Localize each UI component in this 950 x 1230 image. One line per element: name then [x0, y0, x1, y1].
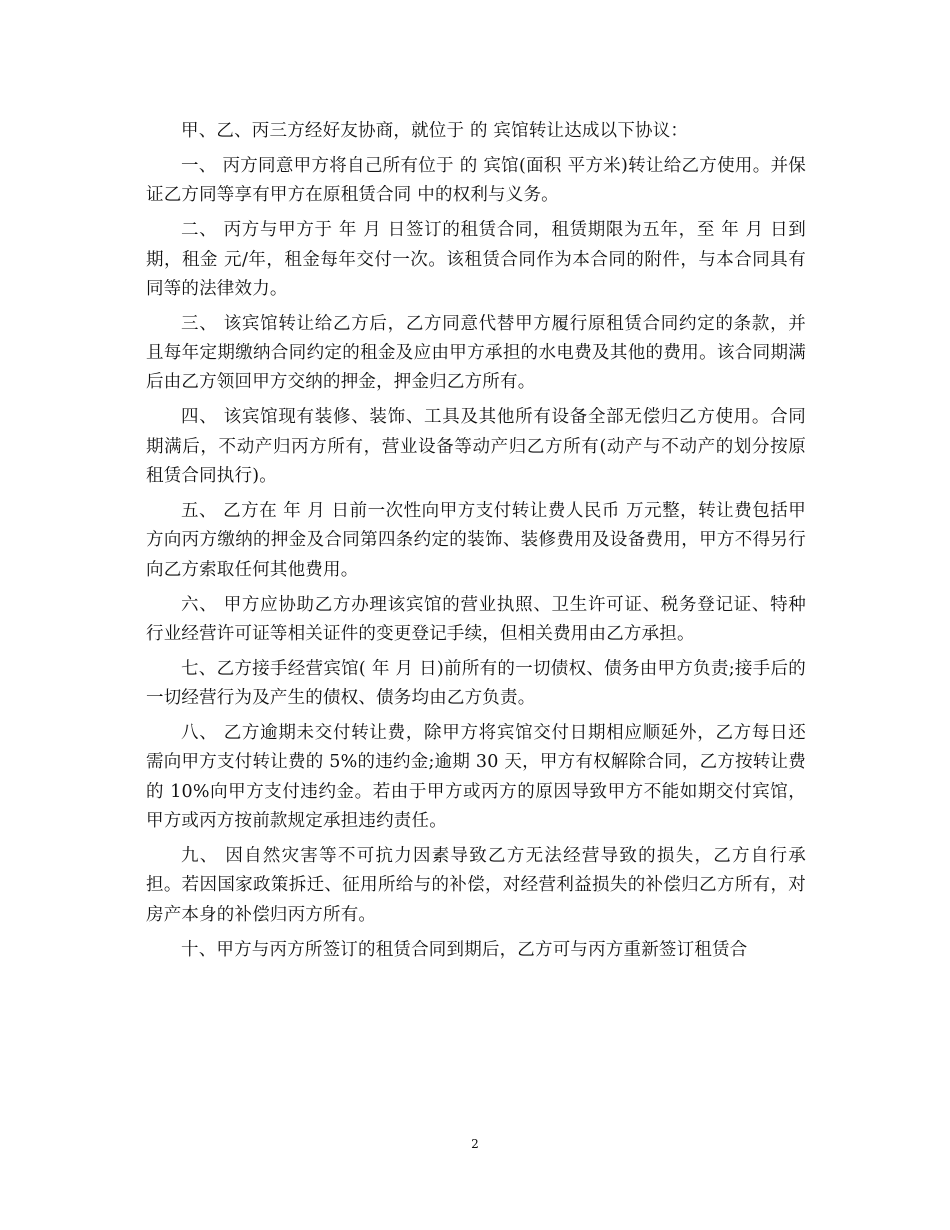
paragraph-clause-7: 七、乙方接手经营宾馆( 年 月 日)前所有的一切债权、债务由甲方负责;接手后的一切经营行为及产生的债权、债务均由乙方负责。	[146, 658, 806, 709]
document-body	[146, 117, 806, 965]
paragraph-clause-3: 三、 该宾馆转让给乙方后，乙方同意代替甲方履行原租赁合同约定的条款，并且每年定期缴纳合同约定的租金及应由甲方承担的水电费及其他的费用。该合同期满后由乙方领回甲方交纳的押金，押金归乙方所有。	[146, 313, 806, 393]
paragraph-clause-2: 二、 丙方与甲方于 年 月 日签订的租赁合同，租赁期限为五年，至 年 月 日到期，租金 元/年，租金每年交付一次。该租赁合同作为本合同的附件，与本合同具有同等的法律效力。	[146, 220, 806, 299]
paragraph-clause-1: 一、 丙方同意甲方将自己所有位于 的 宾馆(面积 平方米)转让给乙方使用。并保证乙方同等享有甲方在原租赁合同 中的权利与义务。	[146, 155, 806, 206]
paragraph-clause-4: 四、 该宾馆现有装修、装饰、工具及其他所有设备全部无偿归乙方使用。合同期满后，不动产归丙方所有，营业设备等动产归乙方所有(动产与不动产的划分按原租赁合同执行)。	[146, 407, 806, 487]
page-number: 2	[471, 1137, 479, 1151]
paragraph-clause-6: 六、 甲方应协助乙方办理该宾馆的营业执照、卫生许可证、税务登记证、特种行业经营许可证等相关证件的变更登记手续，但相关费用由乙方承担。	[146, 594, 806, 644]
paragraph-clause-8: 八、 乙方逾期未交付转让费，除甲方将宾馆交付日期相应顺延外，乙方每日还需向甲方支付转让费的 5%的违约金;逾期 30 天，甲方有权解除合同，乙方按转让费的 10%向甲方支付违约金。若由于甲方或丙方的原因导致甲方不能如期交付宾馆，甲方或丙方按前款规定承担违约责任。	[146, 723, 806, 832]
paragraph-clause-9: 九、 因自然灾害等不可抗力因素导致乙方无法经营导致的损失，乙方自行承担。若因国家政策拆迁、征用所给与的补偿，对经营利益损失的补偿归乙方所有，对房产本身的补偿归丙方所有。	[146, 846, 806, 925]
paragraph-clause-10: 十、甲方与丙方所签订的租赁合同到期后，乙方可与丙方重新签订租赁合	[181, 939, 748, 960]
paragraph-intro: 甲、乙、丙三方经好友协商，就位于 的 宾馆转让达成以下协议：	[181, 121, 689, 141]
paragraph-clause-5: 五、 乙方在 年 月 日前一次性向甲方支付转让费人民币 万元整，转让费包括甲方向丙方缴纳的押金及合同第四条约定的装饰、装修费用及设备费用，甲方不得另行向乙方索取任何其他费用。	[146, 501, 806, 580]
